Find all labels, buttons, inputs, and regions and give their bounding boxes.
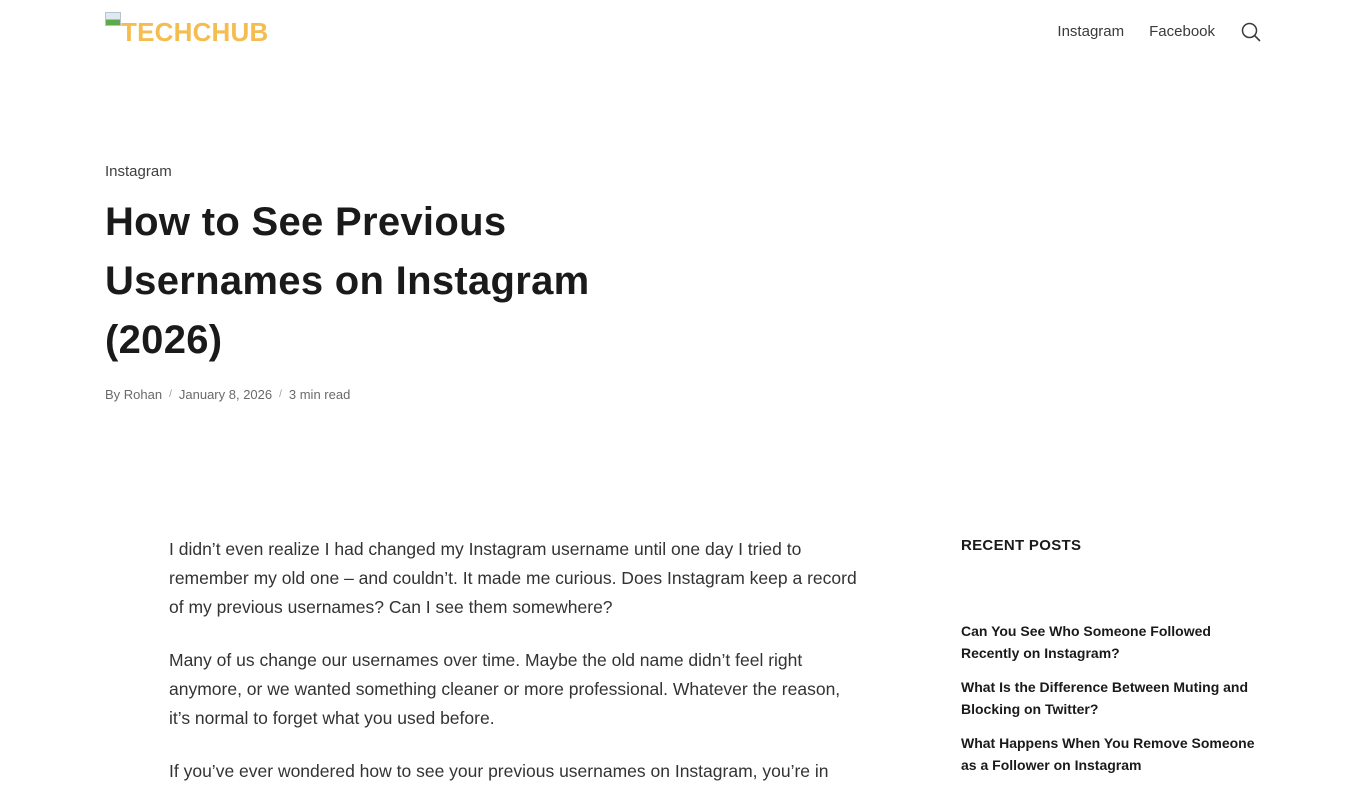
list-item xyxy=(961,676,1261,720)
site-header xyxy=(0,0,1366,64)
paragraph: I didn’t even realize I had changed my Instagram username until one day I tried to remember my old one – and couldn’t. It made me curious. Does Instagram keep a record of my previous usernames? Can I see them somewhere? xyxy=(169,539,857,617)
read-time: 3 min read xyxy=(288,387,351,402)
site-logo-link[interactable] xyxy=(105,12,268,45)
broken-image-icon xyxy=(105,12,121,28)
post-meta xyxy=(105,387,350,402)
search-icon xyxy=(1241,22,1261,42)
search-button[interactable] xyxy=(1241,22,1261,42)
list-item xyxy=(961,732,1261,776)
paragraph: If you’ve ever wondered how to see your previous usernames on Instagram, you’re in xyxy=(169,761,829,781)
main-nav xyxy=(1032,20,1261,44)
recent-posts-heading: RECENT POSTS xyxy=(961,537,1082,554)
recent-post-link[interactable]: What Happens When You Remove Someone as a Follower on Instagram xyxy=(961,735,1255,773)
meta-separator: / xyxy=(279,389,282,400)
category-link[interactable]: Instagram xyxy=(105,163,172,180)
sidebar xyxy=(961,537,1261,788)
article-content xyxy=(169,535,859,810)
nav-link-facebook[interactable]: Facebook xyxy=(1149,23,1215,40)
recent-post-link[interactable]: Can You See Who Someone Followed Recently on Instagram? xyxy=(961,623,1211,661)
page-title: How to See Previous Usernames on Instagram (2026) xyxy=(105,200,590,362)
recent-posts-list xyxy=(961,620,1261,776)
meta-separator: / xyxy=(169,389,172,400)
nav-link-instagram[interactable]: Instagram xyxy=(1057,23,1125,40)
logo-text: TECHCHUB xyxy=(121,17,269,47)
recent-post-link[interactable]: What Is the Difference Between Muting and Blocking on Twitter? xyxy=(961,679,1249,717)
paragraph: Many of us change our usernames over time. Maybe the old name didn’t feel right anymore, or we wanted something cleaner or more professional. Whatever the reason, it’s normal to forget what you used before. xyxy=(169,650,841,728)
list-item xyxy=(961,620,1261,664)
post-date: January 8, 2026 xyxy=(178,387,273,402)
author-link[interactable]: By Rohan xyxy=(105,387,163,402)
